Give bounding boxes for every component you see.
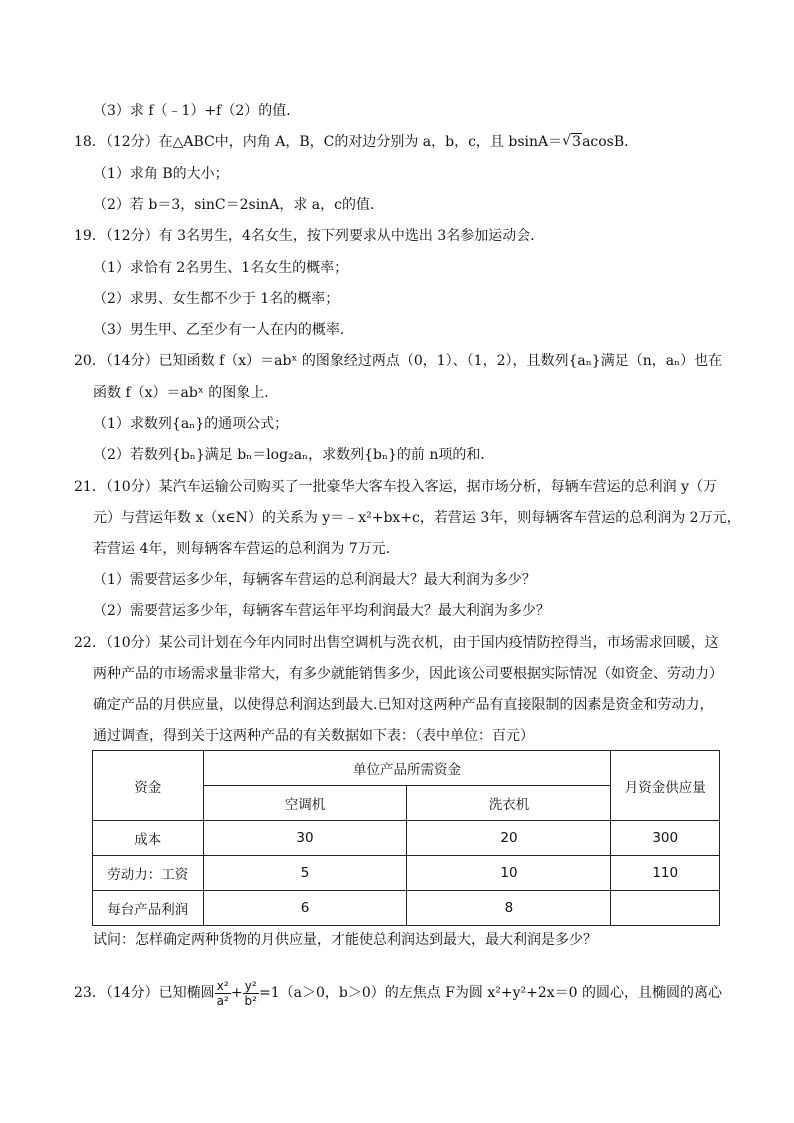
q19-part3: （3）男生甲、乙至少有一人在内的概率． xyxy=(93,322,354,338)
q23-suffix: =1（a＞0，b＞0）的左焦点 F为圆 x²+y²+2x＝0 的圆心，且椭圆的离心 xyxy=(258,985,723,1001)
q18-heading-tail: acosB． xyxy=(582,134,639,150)
header-funds: 资金 xyxy=(93,751,204,821)
fraction-x-over-a: $\frac{\text{x²}}{\text{a²}}$ xyxy=(216,978,229,1008)
cell-ac: 5 xyxy=(203,856,407,891)
q22-line3: 确定产品的月供应量，以使得总利润达到最大.已知对这两种产品有直接限制的因素是资金和劳动力， xyxy=(93,697,714,713)
cell-supply xyxy=(611,891,720,926)
q21-part2: （2）需要营运多少年，每辆客车营运年平均利润最大？最大利润为多少？ xyxy=(93,603,550,619)
q23-line1 xyxy=(74,978,722,1008)
q20-part2: （2）若数列{bₙ}满足 bₙ＝log₂aₙ，求数列{bₙ}的前 n项的和． xyxy=(93,447,495,463)
cell-supply: 300 xyxy=(611,821,720,856)
q20-line2: 函数 f（x）＝abˣ 的图象上． xyxy=(93,385,279,401)
cell-ac: 30 xyxy=(203,821,407,856)
q23-prefix: 23．（14分）已知椭圆 xyxy=(74,985,215,1001)
cell-wm: 8 xyxy=(407,891,611,926)
header-washing-machine: 洗衣机 xyxy=(407,786,611,821)
q17-part3: （3）求 f（﹣1）+f（2）的值． xyxy=(93,103,301,119)
q19-part2: （2）求男、女生都不少于 1名的概率； xyxy=(93,291,340,307)
cell-supply: 110 xyxy=(611,856,720,891)
q21-line2: 元）与营运年数 x（x∈N）的关系为 y＝﹣x²+bx+c，若营运 3年，则每辆客车营运的总利润为 2万元， xyxy=(93,510,741,526)
table-row xyxy=(93,856,720,891)
sqrt-symbol: √ 3 xyxy=(562,132,582,152)
q18-heading-text: 18．（12分）在△ABC中，内角 A，B，C的对边分别为 a，b，c，且 bsinA＝ xyxy=(74,134,563,150)
header-air-conditioner: 空调机 xyxy=(203,786,407,821)
cell-wm: 20 xyxy=(407,821,611,856)
table-row xyxy=(93,891,720,926)
table-row xyxy=(93,821,720,856)
q20-line1: 20．（14分）已知函数 f（x）＝abˣ 的图象经过两点（0，1）、（1，2），且数列{aₙ}满足（n，aₙ）也在 xyxy=(74,353,723,369)
q22-question: 试问：怎样确定两种货物的月供应量，才能使总利润达到最大，最大利润是多少？ xyxy=(93,932,597,948)
plus-sign: + xyxy=(230,985,243,1001)
row-label: 每台产品利润 xyxy=(93,891,204,926)
q20-part1: （1）求数列{aₙ}的通项公式； xyxy=(93,416,289,432)
q22-line1: 22．（10分）某公司计划在今年内同时出售空调机与洗衣机，由于国内疫情防控得当，市场需求回暖，这 xyxy=(74,635,719,651)
fraction-y-over-b: $\frac{\text{y²}}{\text{b²}}$ xyxy=(244,978,257,1008)
q18-part2: （2）若 b＝3，sinC＝2sinA，求 a，c的值． xyxy=(93,197,384,213)
row-label: 成本 xyxy=(93,821,204,856)
q19-part1: （1）求恰有 2名男生、1名女生的概率； xyxy=(93,260,349,276)
header-monthly-supply: 月资金供应量 xyxy=(611,751,720,821)
product-data-table xyxy=(92,750,720,926)
q19-heading: 19．（12分）有 3名男生，4名女生，按下列要求从中选出 3名参加运动会． xyxy=(74,228,545,244)
cell-wm: 10 xyxy=(407,856,611,891)
header-unit-funds: 单位产品所需资金 xyxy=(203,751,611,786)
row-label: 劳动力：工资 xyxy=(93,856,204,891)
q21-line3: 若营运 4年，则每辆客车营运的总利润为 7万元． xyxy=(93,541,400,557)
q21-part1: （1）需要营运多少年，每辆客车营运的总利润最大？最大利润为多少？ xyxy=(93,572,536,588)
q18-part1: （1）求角 B的大小； xyxy=(93,166,229,182)
q18-heading xyxy=(74,132,638,152)
q22-line2: 两种产品的市场需求量非常大，有多少就能销售多少，因此该公司要根据实际情况（如资金、劳动力） xyxy=(93,666,723,682)
q21-line1: 21．（10分）某汽车运输公司购买了一批豪华大客车投入客运，据市场分析，每辆车营运的总利润 y（万 xyxy=(74,479,717,495)
q22-line4: 通过调查，得到关于这两种产品的有关数据如下表：（表中单位：百元） xyxy=(93,728,534,744)
table-header-row xyxy=(93,751,720,786)
cell-ac: 6 xyxy=(203,891,407,926)
